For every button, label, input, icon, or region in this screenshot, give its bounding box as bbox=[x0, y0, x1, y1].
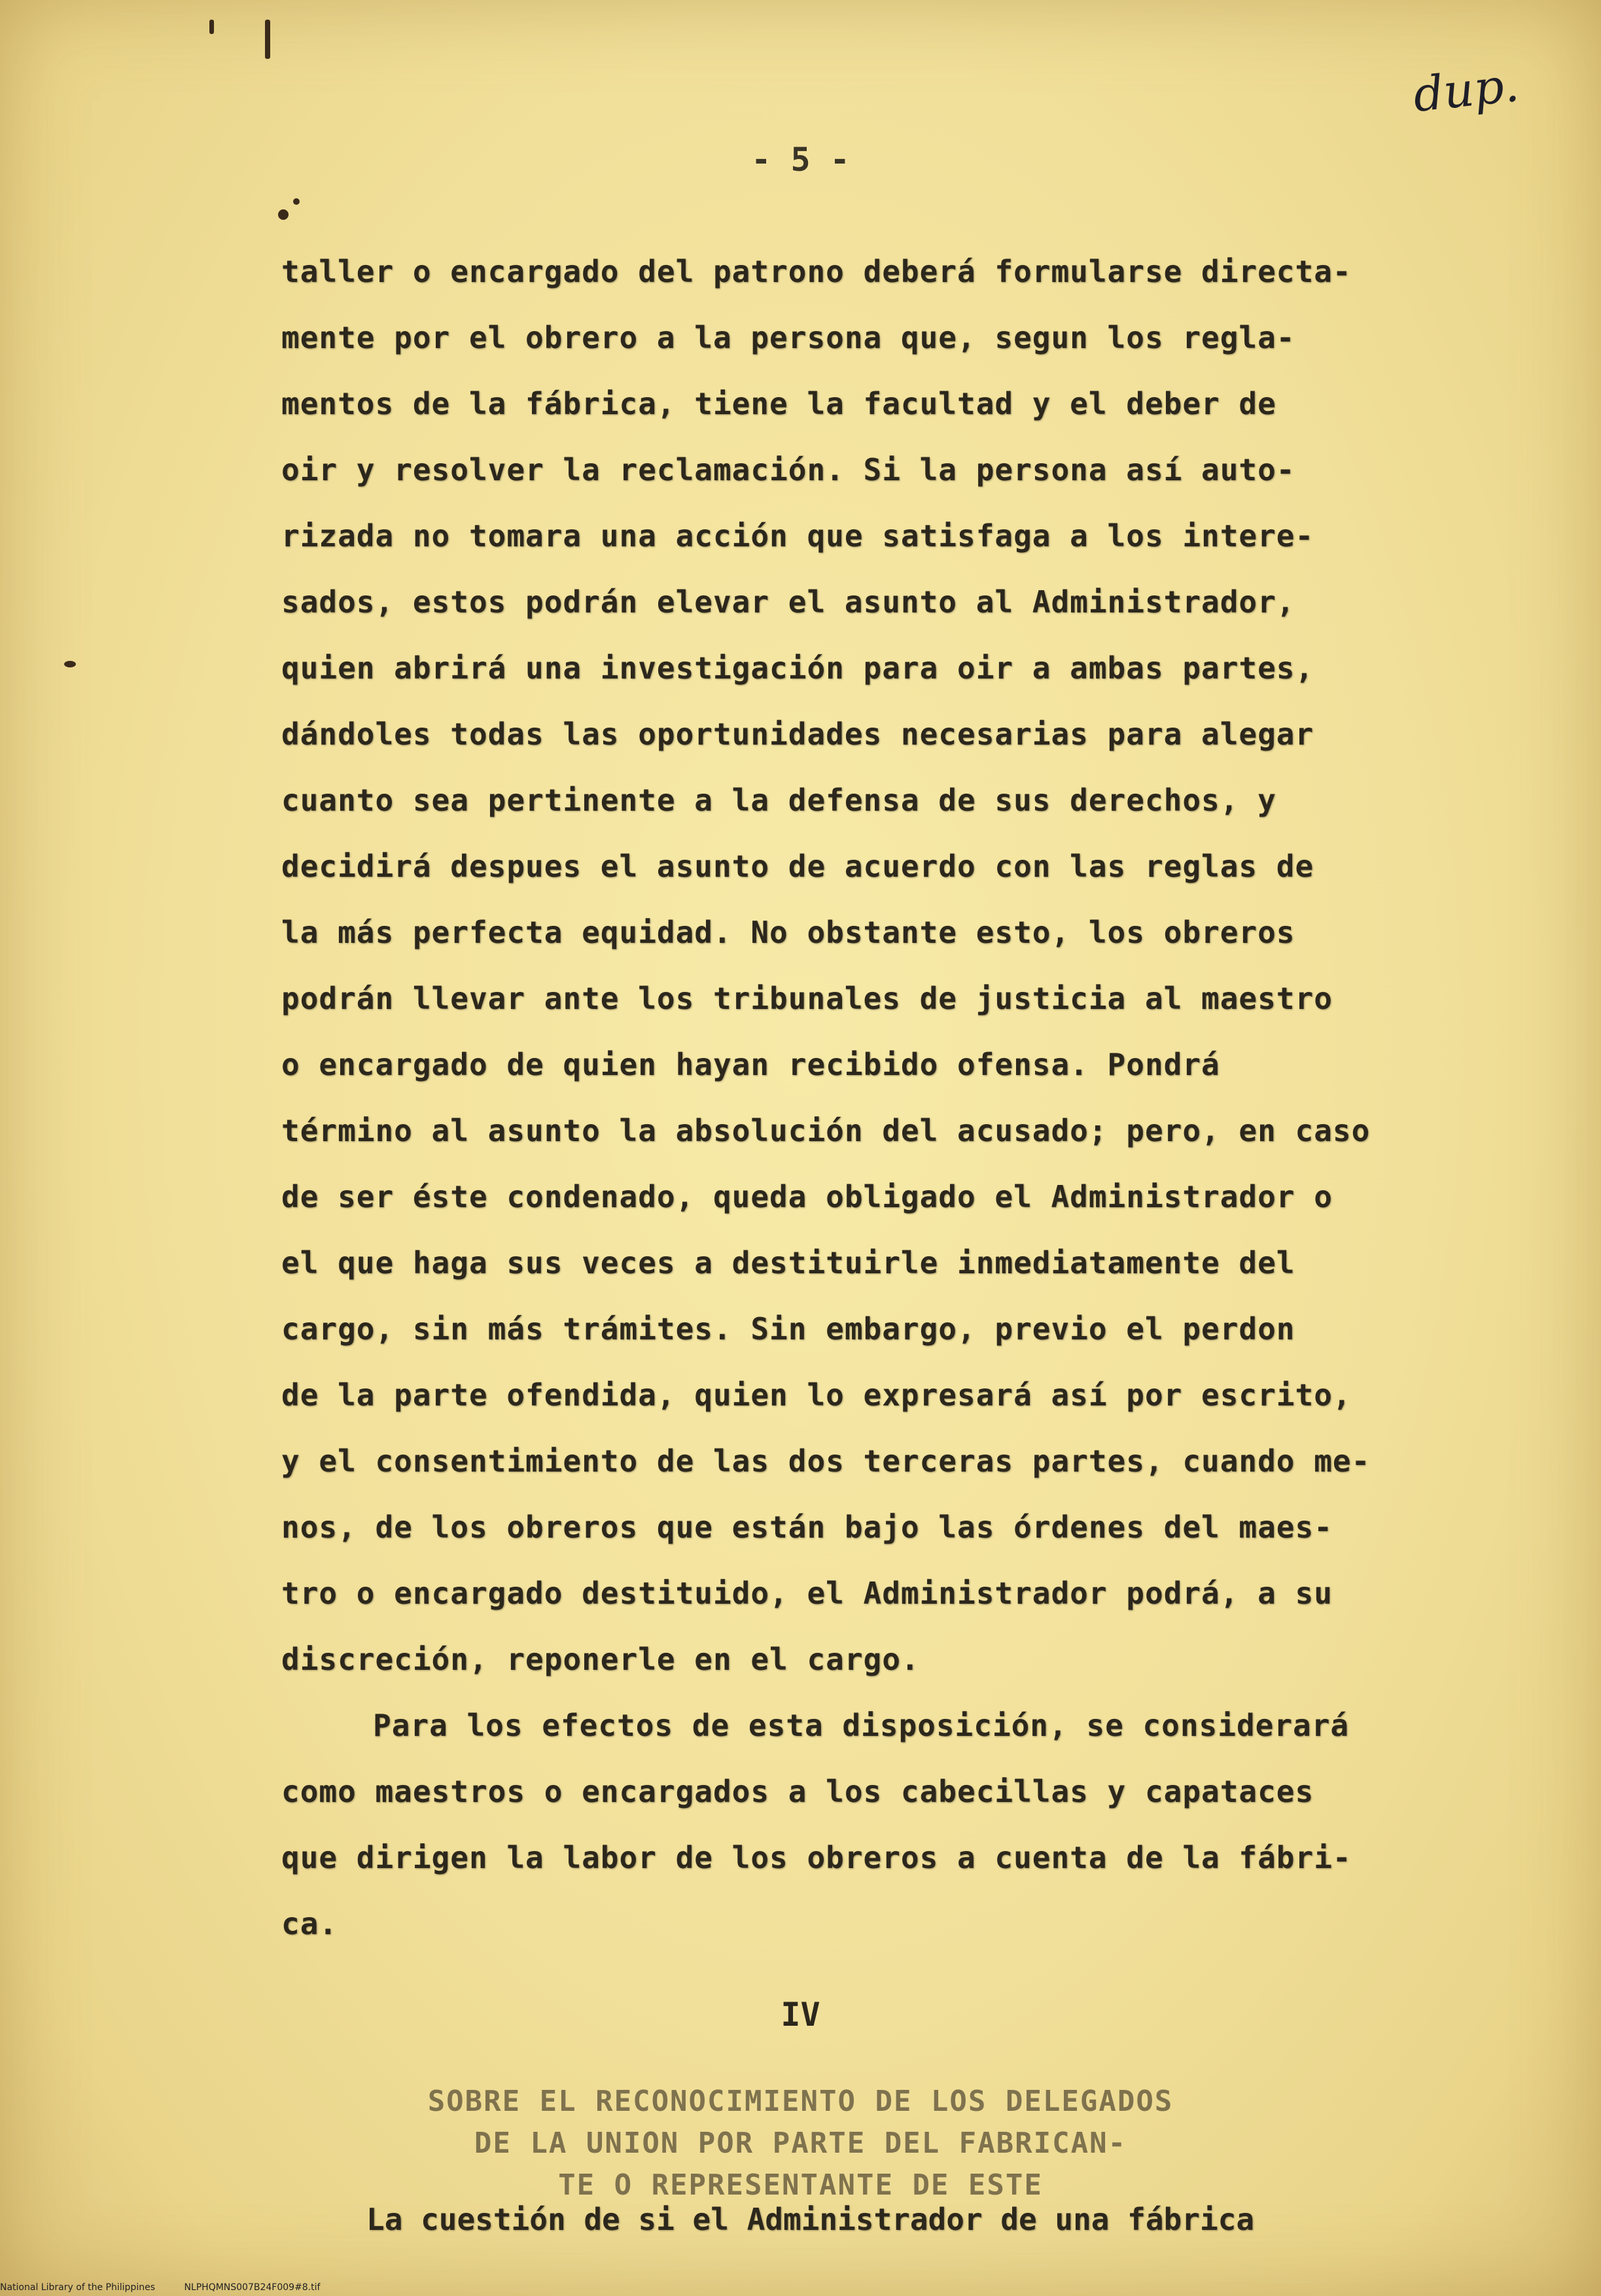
ink-speck bbox=[278, 209, 289, 220]
text-line: quien abrirá una investigación para oir a ambas partes, bbox=[281, 650, 1314, 686]
heading-line: SOBRE EL RECONOCIMIENTO DE LOS DELEGADOS bbox=[427, 2085, 1174, 2118]
ink-speck bbox=[293, 198, 300, 205]
ink-speck bbox=[209, 20, 214, 34]
text-line: nos, de los obreros que están bajo las órdenes del maes- bbox=[281, 1510, 1333, 1545]
body-text bbox=[281, 239, 1433, 1957]
text-line: el que haga sus veces a destituirle inmediatamente del bbox=[281, 1245, 1295, 1280]
text-line: taller o encargado del patrono deberá formularse directa- bbox=[281, 254, 1352, 289]
page-number: - 5 - bbox=[751, 141, 850, 179]
library-name: National Library of the Philippines bbox=[0, 2282, 155, 2293]
scan-footer bbox=[0, 2282, 346, 2293]
continuation-line: La cuestión de si el Administrador de una fábrica bbox=[366, 2202, 1255, 2237]
text-line: término al asunto la absolución del acusado; pero, en caso bbox=[281, 1113, 1371, 1148]
text-line: ca. bbox=[281, 1906, 338, 1941]
text-line: sados, estos podrán elevar el asunto al Administrador, bbox=[281, 584, 1295, 620]
section-number: IV bbox=[781, 1996, 820, 2034]
text-line: oir y resolver la reclamación. Si la persona así auto- bbox=[281, 452, 1295, 487]
file-id: NLPHQMNS007B24F009#8.tif bbox=[184, 2282, 321, 2293]
text-line: tro o encargado destituido, el Administrador podrá, a su bbox=[281, 1576, 1333, 1611]
text-line: que dirigen la labor de los obreros a cuenta de la fábri- bbox=[281, 1840, 1352, 1875]
text-line: y el consentimiento de las dos terceras partes, cuando me- bbox=[281, 1443, 1371, 1479]
text-line: la más perfecta equidad. No obstante esto, los obreros bbox=[281, 915, 1295, 950]
text-line: como maestros o encargados a los cabecillas y capataces bbox=[281, 1774, 1314, 1809]
text-line: mentos de la fábrica, tiene la facultad y el deber de bbox=[281, 386, 1276, 421]
text-line: de la parte ofendida, quien lo expresará así por escrito, bbox=[281, 1377, 1352, 1413]
text-line: cuanto sea pertinente a la defensa de sus derechos, y bbox=[281, 783, 1276, 818]
text-line: mente por el obrero a la persona que, segun los regla- bbox=[281, 320, 1295, 355]
section-heading bbox=[0, 2081, 1601, 2206]
text-line: o encargado de quien hayan recibido ofensa. Pondrá bbox=[281, 1047, 1220, 1082]
text-line: cargo, sin más trámites. Sin embargo, previo el perdon bbox=[281, 1311, 1295, 1347]
text-line: decidirá despues el asunto de acuerdo con las reglas de bbox=[281, 849, 1314, 884]
ink-speck bbox=[64, 661, 76, 667]
text-line: podrán llevar ante los tribunales de justicia al maestro bbox=[281, 981, 1333, 1016]
heading-line: TE O REPRESENTANTE DE ESTE bbox=[558, 2168, 1043, 2202]
text-line: de ser éste condenado, queda obligado el Administrador o bbox=[281, 1179, 1333, 1214]
ink-speck bbox=[265, 20, 270, 59]
heading-line: DE LA UNION POR PARTE DEL FABRICAN- bbox=[474, 2127, 1127, 2160]
handwritten-annotation: dup. bbox=[1411, 56, 1522, 123]
text-line: discreción, reponerle en el cargo. bbox=[281, 1642, 920, 1677]
text-line: Para los efectos de esta disposición, se considerará bbox=[373, 1708, 1350, 1743]
text-line: dándoles todas las oportunidades necesarias para alegar bbox=[281, 716, 1314, 752]
text-line: rizada no tomara una acción que satisfaga a los intere- bbox=[281, 518, 1314, 554]
